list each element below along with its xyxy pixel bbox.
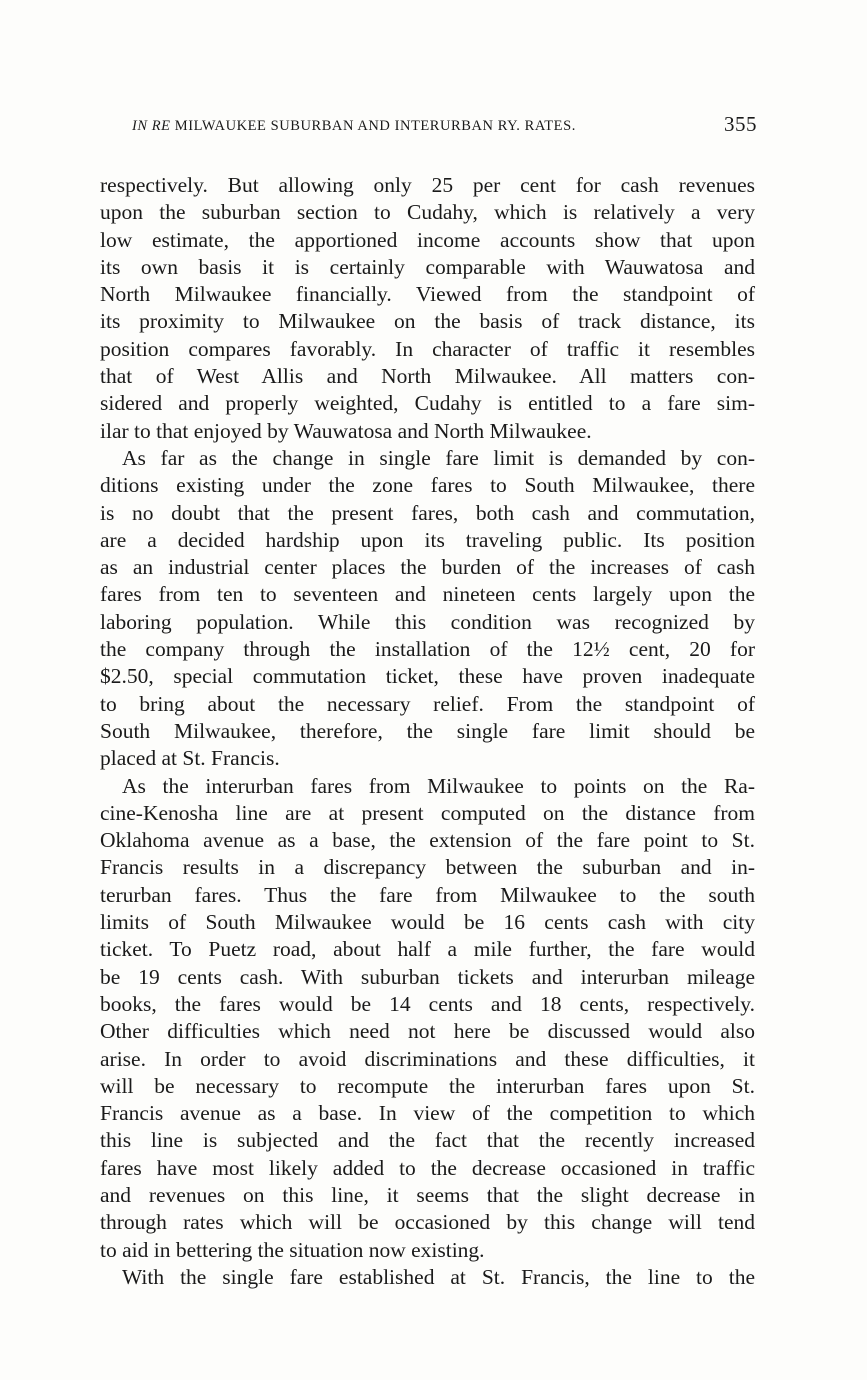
running-head-title: MILWAUKEE SUBURBAN AND INTERURBAN RY. RATES.: [174, 118, 576, 134]
paragraph: [100, 773, 755, 1264]
text-line: sidered and properly weighted, Cudahy is entitled to a fare sim-: [100, 391, 755, 416]
text-line: and revenues on this line, it seems that the slight decrease in: [100, 1182, 755, 1207]
text-line: books, the fares would be 14 cents and 18 cents, respectively.: [100, 991, 755, 1016]
text-line: Other difficulties which need not here be discussed would also: [100, 1019, 755, 1044]
text-line: to aid in bettering the situation now existing.: [100, 1237, 485, 1262]
text-line: placed at St. Francis.: [100, 746, 280, 771]
text-line: this line is subjected and the fact that the recently increased: [100, 1128, 755, 1153]
text-line: is no doubt that the present fares, both cash and commutation,: [100, 500, 755, 525]
text-line: limits of South Milwaukee would be 16 cents cash with city: [100, 910, 755, 935]
text-line: North Milwaukee financially. Viewed from the standpoint of: [100, 282, 755, 307]
text-line: laboring population. While this condition was recognized by: [100, 609, 755, 634]
page-number: 355: [724, 112, 757, 136]
text-line: its own basis it is certainly comparable with Wauwatosa and: [100, 254, 755, 279]
text-line: Francis results in a discrepancy between the suburban and in-: [100, 855, 755, 880]
text-line: fares have most likely added to the decrease occasioned in traffic: [100, 1155, 755, 1180]
running-head: [132, 112, 757, 144]
text-line: As far as the change in single fare limit is demanded by con-: [122, 445, 755, 470]
text-line: that of West Allis and North Milwaukee. All matters con-: [100, 364, 755, 389]
text-line: As the interurban fares from Milwaukee to points on the Ra-: [122, 773, 755, 798]
text-line: ilar to that enjoyed by Wauwatosa and North Milwaukee.: [100, 418, 592, 443]
text-line: be 19 cents cash. With suburban tickets and interurban mileage: [100, 964, 755, 989]
text-line: upon the suburban section to Cudahy, which is relatively a very: [100, 200, 755, 225]
paragraph: [100, 445, 755, 773]
text-line: to bring about the necessary relief. From the standpoint of: [100, 691, 755, 716]
text-line: $2.50, special commutation ticket, these have proven inadequate: [100, 664, 755, 689]
text-line: arise. In order to avoid discriminations and these difficulties, it: [100, 1046, 755, 1071]
text-line: as an industrial center places the burden of the increases of cash: [100, 555, 755, 580]
text-line: fares from ten to seventeen and nineteen cents largely upon the: [100, 582, 755, 607]
body-text: [100, 172, 755, 1291]
text-line: South Milwaukee, therefore, the single fare limit should be: [100, 718, 755, 743]
text-line: ticket. To Puetz road, about half a mile further, the fare would: [100, 937, 755, 962]
text-line: are a decided hardship upon its traveling public. Its position: [100, 527, 755, 552]
text-line: respectively. But allowing only 25 per cent for cash revenues: [100, 173, 755, 197]
text-line: terurban fares. Thus the fare from Milwaukee to the south: [100, 882, 755, 907]
text-line: position compares favorably. In character of traffic it resembles: [100, 336, 755, 361]
text-line: will be necessary to recompute the interurban fares upon St.: [100, 1073, 755, 1098]
text-line: low estimate, the apportioned income accounts show that upon: [100, 227, 755, 252]
text-line: the company through the installation of the 12½ cent, 20 for: [100, 637, 755, 662]
running-head-italic-prefix: IN RE: [132, 118, 171, 134]
text-line: through rates which will be occasioned by this change will tend: [100, 1210, 755, 1235]
text-line: ditions existing under the zone fares to South Milwaukee, there: [100, 473, 755, 498]
text-line: With the single fare established at St. Francis, the line to the: [122, 1264, 755, 1289]
paragraph: [100, 1264, 755, 1291]
paragraph: [100, 172, 755, 445]
text-line: Francis avenue as a base. In view of the competition to which: [100, 1101, 755, 1126]
text-line: cine-Kenosha line are at present computed on the distance from: [100, 800, 755, 825]
text-line: its proximity to Milwaukee on the basis of track distance, its: [100, 309, 755, 334]
text-line: Oklahoma avenue as a base, the extension of the fare point to St.: [100, 828, 755, 853]
